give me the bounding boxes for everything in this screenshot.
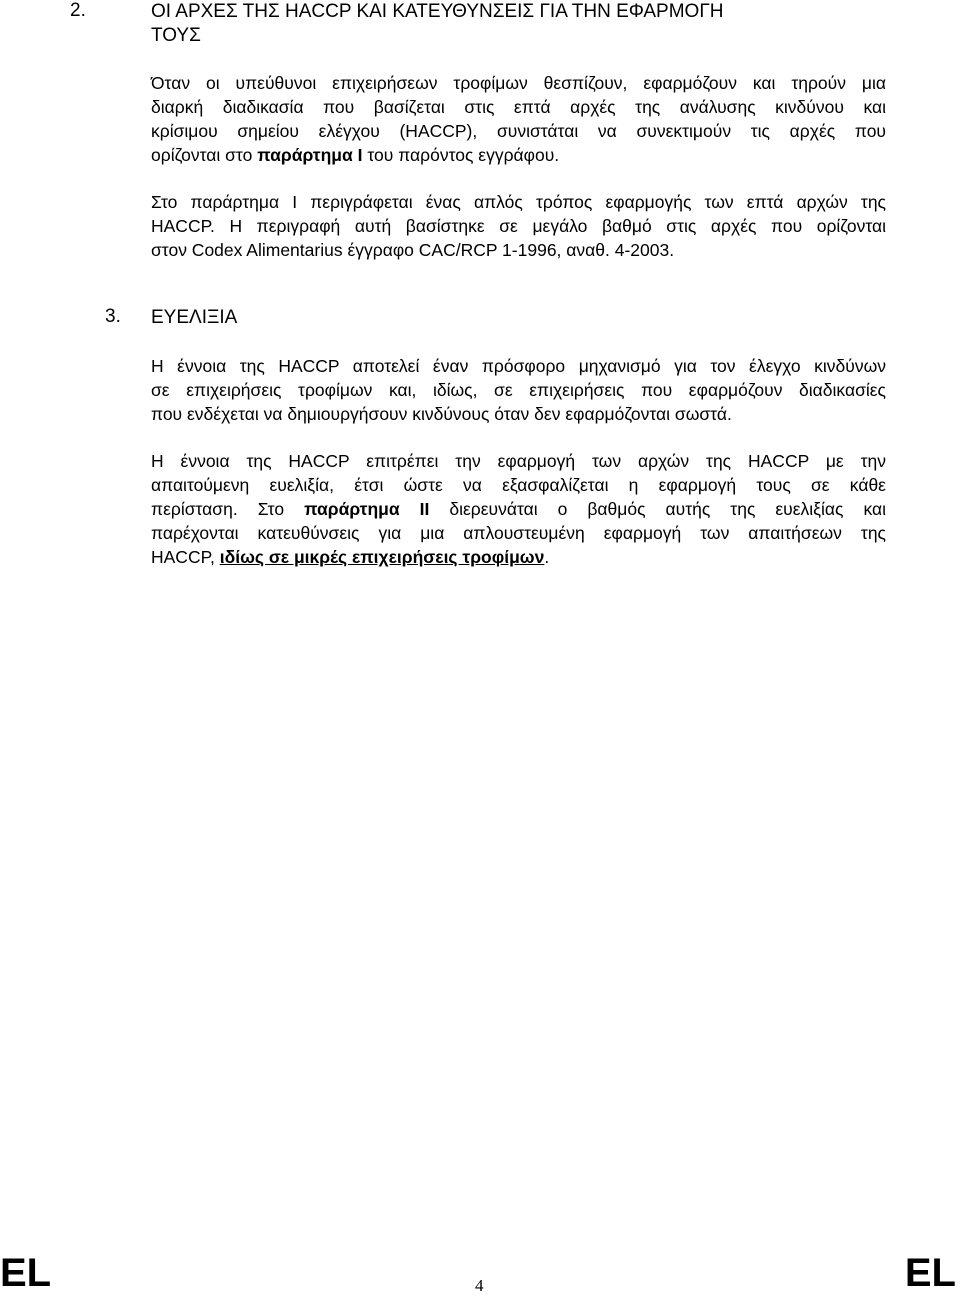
paragraph-line: Η έννοια της HACCP επιτρέπει την εφαρμογή των αρχών της HACCP με την — [151, 451, 886, 471]
paragraph-line: κρίσιμου σημείου ελέγχου (HACCP), συνιστάται να συνεκτιμούν τις αρχές που — [151, 121, 886, 141]
paragraph-line — [151, 497, 886, 521]
paragraph-line: Στο παράρτημα Ι περιγράφεται ένας απλός τρόπος εφαρμογής των επτά αρχών της — [151, 192, 886, 212]
paragraph-text: HACCP, — [151, 547, 220, 567]
footer-language-code-left: EL — [0, 1251, 52, 1295]
paragraph-line: στον Codex Alimentarius έγγραφο CAC/RCP 1-1996, αναθ. 4-2003. — [151, 240, 675, 260]
section-3-number: 3. — [105, 306, 121, 327]
paragraph-line — [151, 545, 886, 569]
section-2-title — [151, 0, 891, 48]
footer-language-code-right: EL — [904, 1251, 956, 1295]
small-businesses-emphasis — [220, 547, 545, 567]
paragraph-line: Η έννοια της HACCP αποτελεί έναν πρόσφορο μηχανισμό για τον έλεγχο κινδύνων — [151, 356, 886, 376]
section-2-paragraph-2 — [151, 190, 886, 262]
paragraph-line — [151, 143, 886, 167]
small-businesses-emphasis-text: ιδίως σε μικρές επιχειρήσεις τροφίμων — [219, 547, 545, 567]
section-2-number: 2. — [70, 0, 86, 21]
paragraph-line: σε επιχειρήσεις τροφίμων και, ιδίως, σε επιχειρήσεις που εφαρμόζουν διαδικασίες — [151, 380, 886, 400]
section-2-title-line-2: ΤΟΥΣ — [151, 25, 201, 46]
section-2-title-line-1: ΟΙ ΑΡΧΕΣ ΤΗΣ HACCP ΚΑΙ ΚΑΤΕΥΘΥΝΣΕΙΣ ΓΙΑ ΤΗΝ ΕΦΑΡΜΟΓΗ — [151, 1, 724, 22]
paragraph-line: παρέχονται κατευθύνσεις για μια απλουστευμένη εφαρμογή των απαιτήσεων της — [151, 523, 886, 543]
annex-ii-reference: παράρτημα ΙΙ — [304, 499, 430, 519]
paragraph-text: του παρόντος εγγράφου. — [362, 145, 560, 165]
page-number: 4 — [475, 1276, 484, 1295]
paragraph-line: που ενδέχεται να δημιουργήσουν κινδύνους όταν δεν εφαρμόζονται σωστά. — [151, 404, 732, 424]
paragraph-text: διερευνάται ο βαθμός αυτής της ευελιξίας και — [429, 499, 886, 519]
paragraph-line: Όταν οι υπεύθυνοι επιχειρήσεων τροφίμων θεσπίζουν, εφαρμόζουν και τηρούν μια — [151, 73, 886, 93]
section-3-title: ΕΥΕΛΙΞΙΑ — [151, 307, 238, 328]
section-2-paragraph-1 — [151, 71, 886, 167]
section-3-paragraph-2 — [151, 449, 886, 569]
paragraph-text: περίσταση. Στο — [151, 499, 305, 519]
paragraph-text: ορίζονται στο — [151, 145, 258, 165]
paragraph-text: . — [544, 547, 550, 567]
paragraph-line: διαρκή διαδικασία που βασίζεται στις επτά αρχές της ανάλυσης κινδύνου και — [151, 97, 886, 117]
section-3-paragraph-1 — [151, 354, 886, 426]
annex-i-reference: παράρτημα Ι — [257, 145, 363, 165]
paragraph-line: απαιτούμενη ευελιξία, έτσι ώστε να εξασφαλίζεται η εφαρμογή τους σε κάθε — [151, 475, 886, 495]
paragraph-line: HACCP. Η περιγραφή αυτή βασίστηκε σε μεγάλο βαθμό στις αρχές που ορίζονται — [151, 216, 886, 236]
